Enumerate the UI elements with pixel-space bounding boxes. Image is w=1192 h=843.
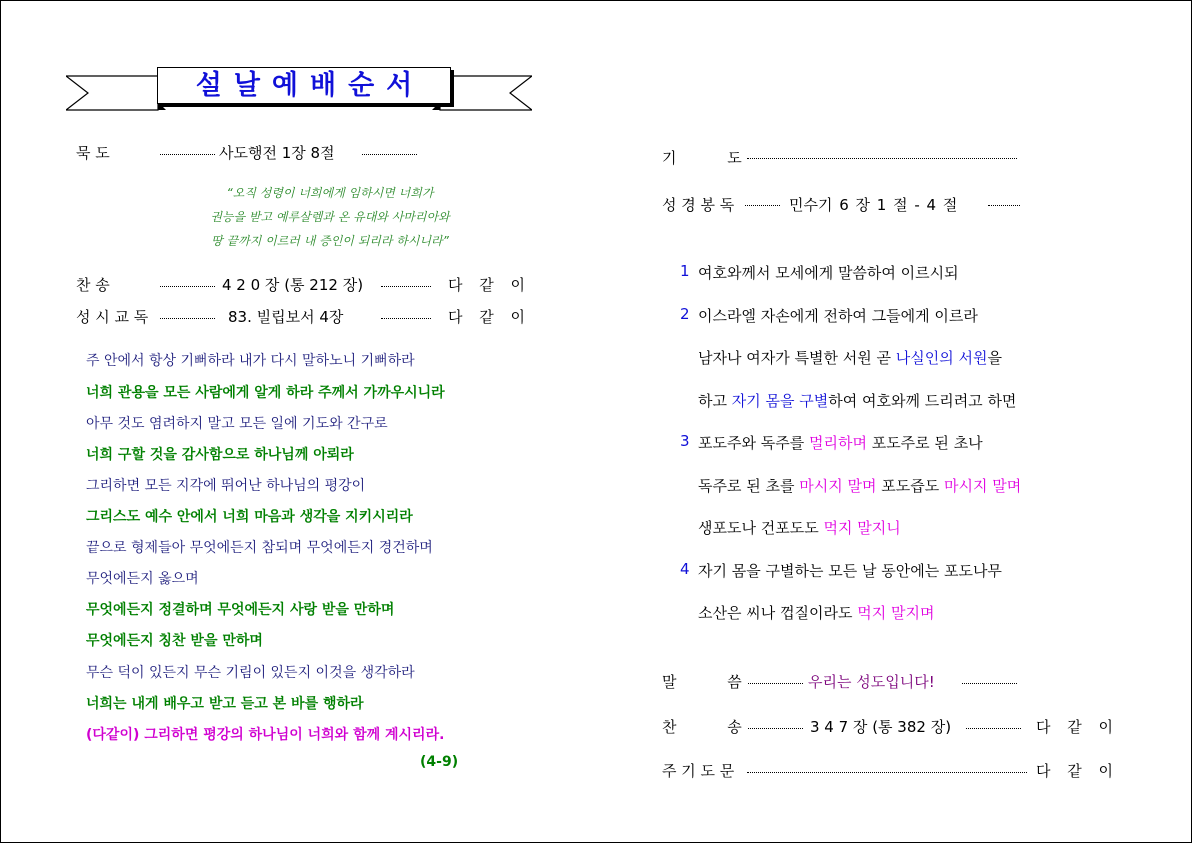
- left-reading-value: 83. 빌립보서 4장: [228, 308, 344, 326]
- scripture-line: 이스라엘 자손에게 전하여 그들에게 이르라: [698, 307, 978, 325]
- leader-dots: [748, 728, 803, 729]
- text-span: 을: [987, 349, 1002, 367]
- scripture-line: [698, 347, 1002, 368]
- highlight-pink: 멀리하며: [808, 434, 867, 452]
- left-reading-label: 성 시 교 독: [76, 308, 149, 326]
- scripture-line: 자기 몸을 구별하는 모든 날 동안에는 포도나무: [698, 562, 1002, 580]
- left-prayer-label: 묵 도: [76, 144, 110, 162]
- verse-line: 무엇에든지 정결하며 무엇에든지 사랑 받을 만하며: [86, 602, 395, 618]
- verse-line: 그리스도 예수 안에서 너희 마음과 생각을 지키시리라: [86, 509, 413, 525]
- right-hymn-value: 3 4 7 장 (통 382 장): [810, 718, 952, 736]
- leader-dots: [747, 158, 1017, 159]
- verse-line: 끝으로 형제들아 무엇에든지 참되며 무엇에든지 경건하며: [86, 540, 433, 556]
- left-prayer-ref: 사도행전 1장 8절: [219, 144, 335, 162]
- left-hymn-value: 4 2 0 장 (통 212 장): [222, 276, 364, 294]
- text-span: 생포도나 건포도도: [698, 519, 824, 537]
- sermon-label: 말 씀: [662, 673, 742, 691]
- left-hymn-who: 다 같 이: [448, 276, 526, 294]
- scripture-line: 여호와께서 모세에게 말씀하여 이르시되: [698, 264, 959, 282]
- scripture-line: [698, 390, 1016, 411]
- leader-dots: [381, 318, 431, 319]
- highlight-pink: 마시지 말며: [799, 477, 877, 495]
- text-span: 포도주와 독주를: [698, 434, 809, 452]
- highlight-pink: 먹지 말지니: [823, 519, 901, 537]
- verse-line: 무엇에든지 칭찬 받을 만하며: [86, 633, 263, 649]
- text-span: 소산은 씨나 껍질이라도: [698, 604, 858, 622]
- verse-number: 1: [680, 262, 690, 280]
- right-hymn-label: 찬 송: [662, 718, 742, 736]
- text-span: 포도주로 된 초나: [866, 434, 983, 452]
- verse-line: 그리하면 모든 지각에 뛰어난 하나님의 평강이: [86, 478, 366, 494]
- title-box: [157, 67, 451, 104]
- text-span: 남자나 여자가 특별한 서원 곧: [698, 349, 896, 367]
- right-hymn-who: 다 같 이: [1036, 718, 1114, 736]
- verse-line: (다같이) 그리하면 평강의 하나님이 너희와 함께 계시리라.: [86, 727, 445, 743]
- verse-line: 무엇에든지 옳으며: [86, 571, 199, 587]
- leader-dots: [966, 728, 1021, 729]
- scripture-line: [698, 517, 901, 538]
- quote-line: 땅 끝까지 이르러 내 증인이 되리라 하시니라”: [211, 234, 449, 248]
- page-title: 설날예배순서: [195, 70, 425, 101]
- sermon-title: 우리는 성도입니다!: [808, 673, 935, 691]
- leader-dots: [160, 286, 215, 287]
- leader-dots: [748, 683, 803, 684]
- verse-line: 너희는 내게 배우고 받고 듣고 본 바를 행하라: [86, 696, 364, 712]
- highlight-blue: 자기 몸을 구별: [731, 392, 829, 410]
- text-span: 포도즙도: [876, 477, 944, 495]
- verse-number: 2: [680, 305, 690, 323]
- leader-dots: [747, 772, 1027, 773]
- leader-dots: [160, 154, 215, 155]
- leader-dots: [962, 683, 1017, 684]
- highlight-blue: 나실인의 서원: [895, 349, 988, 367]
- verse-number: 3: [680, 432, 690, 450]
- highlight-pink: 마시지 말며: [943, 477, 1022, 495]
- right-prayer-label: 기 도: [662, 149, 742, 167]
- quote-line: “오직 성령이 너희에게 임하시면 너희가: [226, 186, 434, 200]
- text-span: 하여 여호와께 드리려고 하면: [828, 392, 1017, 410]
- text-span: 독주로 된 초를: [698, 477, 800, 495]
- verse-line: 너희 관용을 모든 사람에게 알게 하라 주께서 가까우시니라: [86, 385, 445, 401]
- leader-dots: [362, 154, 417, 155]
- page-number: (4-9): [420, 754, 459, 770]
- leader-dots: [381, 286, 431, 287]
- scripture-line: [698, 602, 934, 623]
- lords-prayer-who: 다 같 이: [1036, 762, 1114, 780]
- scripture-ref: 민수기 6 장 1 절 - 4 절: [789, 196, 958, 214]
- verse-number: 4: [680, 560, 690, 578]
- left-hymn-label: 찬 송: [76, 276, 110, 294]
- leader-dots: [160, 318, 215, 319]
- highlight-pink: 먹지 말지며: [857, 604, 935, 622]
- leader-dots: [745, 205, 780, 206]
- verse-line: 너희 구할 것을 감사함으로 하나님께 아뢰라: [86, 447, 354, 463]
- quote-line: 권능을 받고 예루살렘과 온 유대와 사마리아와: [210, 210, 450, 224]
- lords-prayer-label: 주 기 도 문: [662, 762, 735, 780]
- scripture-line: [698, 432, 983, 453]
- left-reading-who: 다 같 이: [448, 308, 526, 326]
- verse-line: 무슨 덕이 있든지 무슨 기림이 있든지 이것을 생각하라: [86, 665, 415, 681]
- verse-line: 아무 것도 염려하지 말고 모든 일에 기도와 간구로: [86, 416, 388, 432]
- verse-line: 주 안에서 항상 기뻐하라 내가 다시 말하노니 기뻐하라: [86, 353, 415, 369]
- leader-dots: [988, 205, 1020, 206]
- scripture-label: 성 경 봉 독: [662, 196, 735, 214]
- scripture-line: [698, 475, 1021, 496]
- text-span: 하고: [698, 392, 732, 410]
